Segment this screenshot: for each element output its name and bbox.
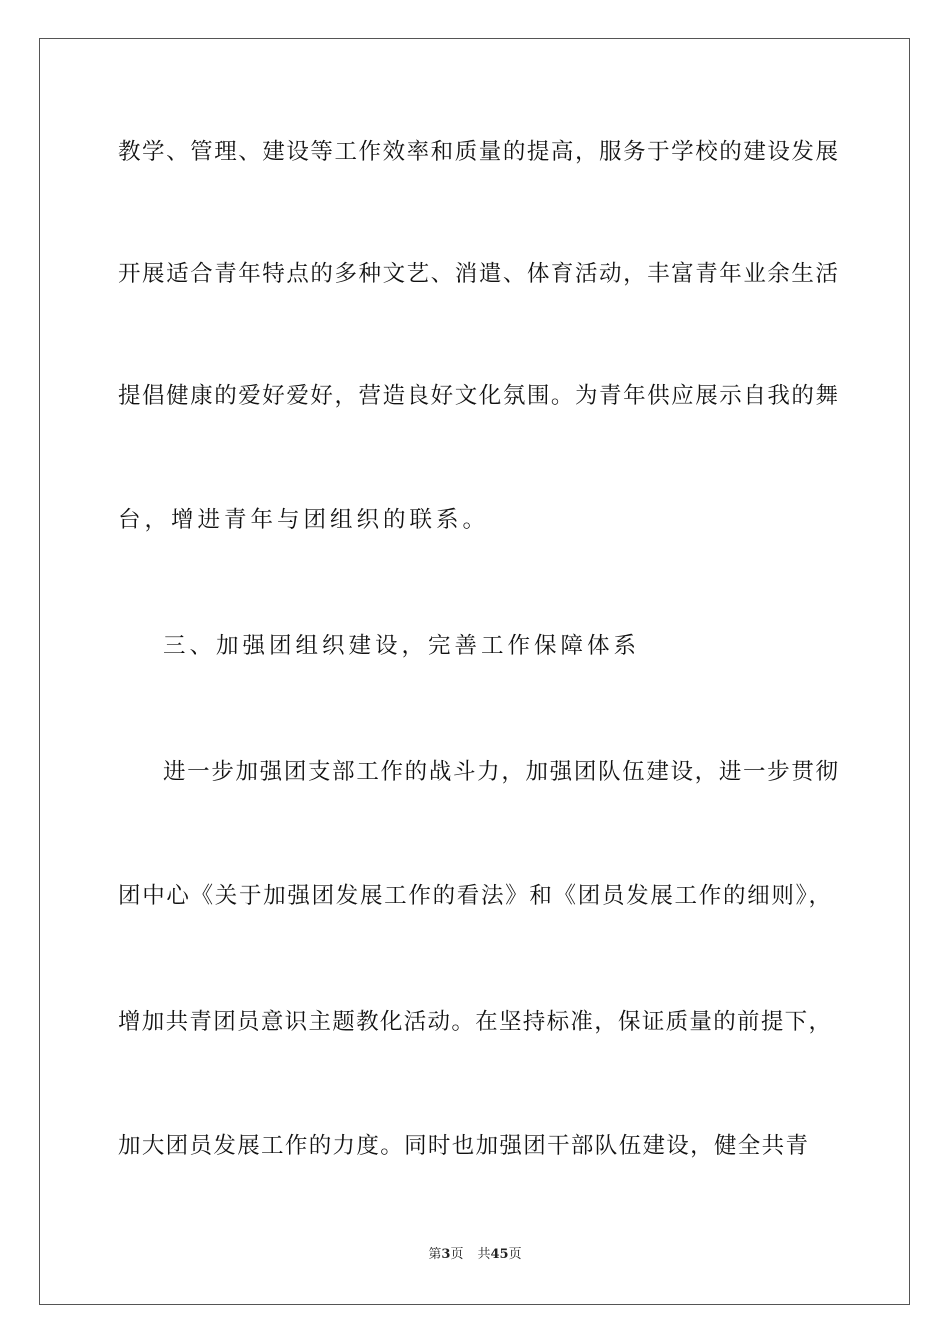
total-pages: 45	[490, 1247, 509, 1262]
page-frame	[39, 38, 910, 1305]
text-line-6: 进一步加强团支部工作的战斗力，加强团队伍建设，进一步贯彻	[163, 759, 838, 785]
page-number: 3	[441, 1247, 451, 1262]
text-line-2: 开展适合青年特点的多种文艺、消遣、体育活动，丰富青年业余生活	[118, 261, 838, 287]
text-line-9: 加大团员发展工作的力度。同时也加强团干部队伍建设，健全共青	[118, 1133, 808, 1159]
total-prefix: 共	[477, 1247, 491, 1262]
text-line-8: 增加共青团员意识主题教化活动。在坚持标准，保证质量的前提下，	[118, 1009, 831, 1035]
text-line-3: 提倡健康的爱好爱好，营造良好文化氛围。为青年供应展示自我的舞	[118, 383, 838, 409]
page-suffix: 页	[450, 1247, 464, 1262]
section-heading: 三、加强团组织建设，完善工作保障体系	[163, 633, 641, 659]
page-prefix: 第	[428, 1247, 442, 1262]
text-line-7: 团中心《关于加强团发展工作的看法》和《团员发展工作的细则》，	[118, 883, 831, 909]
total-suffix: 页	[508, 1247, 522, 1262]
text-line-4: 台，增进青年与团组织的联系。	[118, 507, 490, 533]
text-line-1: 教学、管理、建设等工作效率和质量的提高，服务于学校的建设发展	[118, 139, 838, 165]
page-footer	[0, 1246, 950, 1264]
